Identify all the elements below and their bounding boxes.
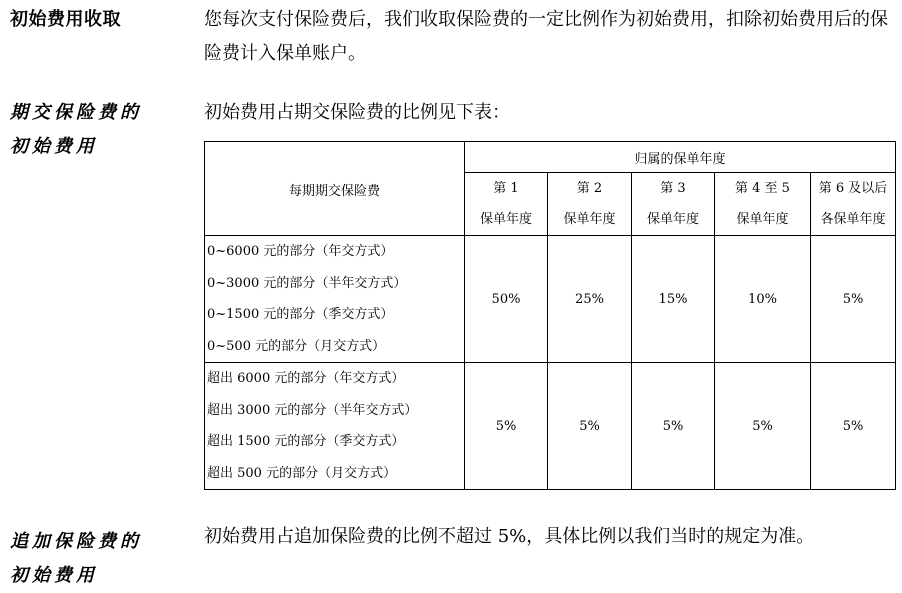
table-rate-cell: 5% (715, 363, 811, 490)
table-rate-cell: 25% (548, 236, 632, 363)
table-rate-cell: 5% (811, 236, 896, 363)
table-header-row-1 (205, 142, 896, 173)
initial-fee-charge-text: 您每次支付保险费后，我们收取保险费的一定比例作为初始费用，扣除初始费用后的保险费计入保单账户。 (204, 9, 888, 64)
additional-premium-fee-text: 初始费用占追加保险费的比例不超过 5%，具体比例以我们当时的规定为准。 (204, 526, 815, 547)
additional-premium-fee-label (10, 525, 142, 593)
table-rate-cell: 5% (465, 363, 548, 490)
periodic-premium-fee-label (10, 96, 142, 164)
table-row (205, 236, 896, 363)
table-year-header: 第 4 至 5 保单年度 (715, 173, 811, 236)
additional-premium-fee-label-line2: 初始费用 (10, 565, 98, 586)
table-year-header: 第 2 保单年度 (548, 173, 632, 236)
table-rate-cell: 10% (715, 236, 811, 363)
table-rate-cell: 5% (632, 363, 715, 490)
periodic-premium-fee-label-line1: 期交保险费的 (10, 102, 142, 123)
periodic-premium-fee-label-line2: 初始费用 (10, 136, 98, 157)
initial-fee-rate-table (204, 141, 896, 490)
table-row (205, 363, 896, 490)
additional-premium-fee-label-line1: 追加保险费的 (10, 531, 142, 552)
periodic-premium-fee-intro: 初始费用占期交保险费的比例见下表： (204, 102, 510, 123)
table-rate-cell: 50% (465, 236, 548, 363)
table-year-header: 第 1 保单年度 (465, 173, 548, 236)
table-tier-cell: 超出 6000 元的部分（年交方式） 超出 3000 元的部分（半年交方式） 超出 1500 元的部分（季交方式） 超出 500 元的部分（月交方式） (205, 363, 465, 490)
table-rate-cell: 15% (632, 236, 715, 363)
table-year-header: 第 6 及以后 各保单年度 (811, 173, 896, 236)
table-row-header: 每期期交保险费 (205, 142, 465, 236)
initial-fee-charge-label: 初始费用收取 (10, 9, 121, 30)
table-rate-cell: 5% (811, 363, 896, 490)
table-rate-cell: 5% (548, 363, 632, 490)
table-header-group: 归属的保单年度 (465, 142, 896, 173)
table-tier-cell: 0~6000 元的部分（年交方式） 0~3000 元的部分（半年交方式） 0~1500 元的部分（季交方式） 0~500 元的部分（月交方式） (205, 236, 465, 363)
table-year-header: 第 3 保单年度 (632, 173, 715, 236)
